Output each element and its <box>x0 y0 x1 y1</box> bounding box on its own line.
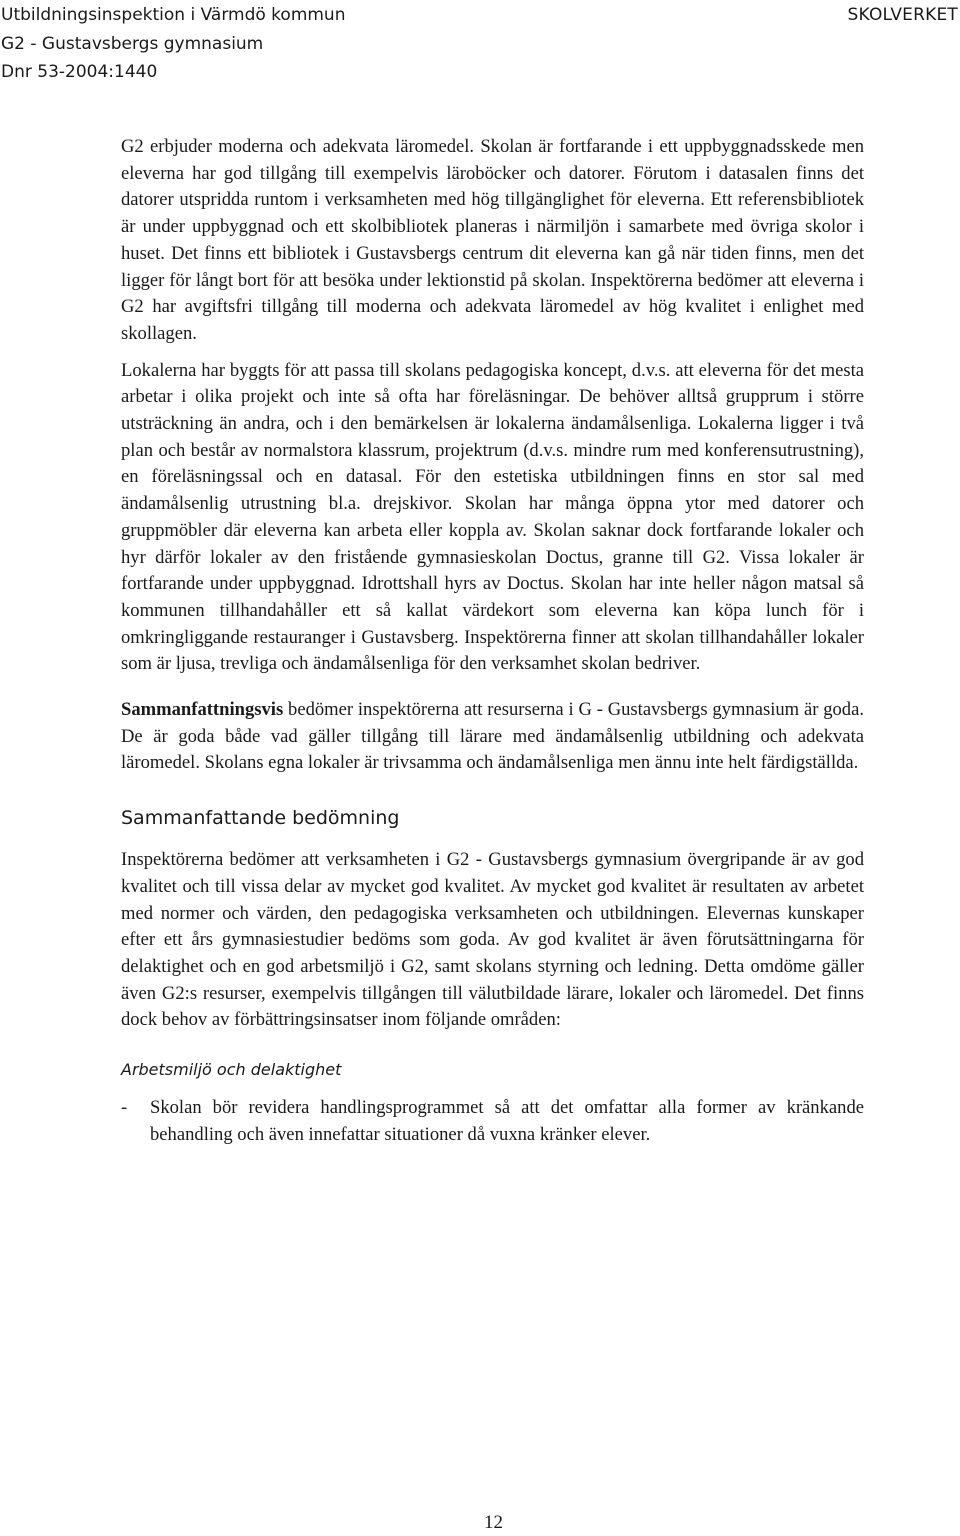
summary-lead-word: Sammanfattningsvis <box>121 699 284 721</box>
list-dash: - <box>121 1097 128 1119</box>
subsection-heading: Arbetsmiljö och delaktighet <box>121 1060 342 1080</box>
paragraph-premises: Lokalerna har byggts för att passa till skolans pedagogiska koncept, d.v.s. att eleverna för det mesta arbetar i olika projekt och inte så ofta har föreläsningar. De behöver alltså grupprum i större utsträckning än andra, och i den bemärkelsen är lokalerna ändamålsenliga. Lokalerna ligger i två plan och består av normalstora klassrum, projektrum (d.v.s. mindre rum med konferensutrustning), en föreläsningssal och en datasal. För den estetiska utbildningen finns en stor sal med ändamålsenlig utrustning bl.a. drejskivor. Skolan har många öppna ytor med datorer och gruppmöbler där eleverna kan arbeta eller koppla av. Skolan saknar dock fortfarande lokaler och hyr därför lokaler av den fristående gymnasieskolan Doctus, granne till G2. Vissa lokaler är fortfarande under uppbyggnad. Idrottshall hyrs av Doctus. Skolan har inte heller någon matsal så kommunen tillhandahåller ett så kallat värdekort som eleverna kan köpa lunch för i omkringliggande restauranger i Gustavsberg. Inspektörerna finner att skolan tillhandahåller lokaler som är ljusa, trevliga och ändamålsenliga för den verksamhet skolan bedriver. <box>121 359 864 675</box>
header-inspection-title: Utbildningsinspektion i Värmdö kommun <box>1 5 346 25</box>
improvement-list <box>121 1095 864 1148</box>
page-header <box>0 0 960 90</box>
header-reference-number: Dnr 53-2004:1440 <box>1 62 158 82</box>
header-brand: SKOLVERKET <box>847 5 958 25</box>
list-item-text: Skolan bör revidera handlingsprogrammet så att det omfattar alla former av kränkande behandling och även innefattar situationer då vuxna kränker elever. <box>150 1097 864 1145</box>
list-item <box>121 1095 864 1148</box>
header-info <box>1 1 345 87</box>
document-body <box>121 134 864 1149</box>
header-school-name: G2 - Gustavsbergs gymnasium <box>1 33 264 54</box>
page-number: 12 <box>484 1512 503 1533</box>
paragraph-learning-materials: G2 erbjuder moderna och adekvata läromedel. Skolan är fortfarande i ett uppbyggnadsskede men eleverna har god tillgång till exempelvis läroböcker och datorer. Förutom i datasalen finns det datorer utspridda runtom i verksamheten med hög tillgänglighet för eleverna. Ett referensbibliotek är under uppbyggnad och ett skolbibliotek planeras i närmiljön i samarbete med övriga skolor i huset. Det finns ett bibliotek i Gustavsbergs centrum dit eleverna kan gå när tiden finns, men det ligger för långt bort för att besöka under lektionstid på skolan. Inspektörerna bedömer att eleverna i G2 har avgiftsfri tillgång till moderna och adekvata läromedel av hög kvalitet i enlighet med skollagen. <box>121 136 864 344</box>
section-heading: Sammanfattande bedömning <box>121 807 400 830</box>
paragraph-summary <box>121 697 864 777</box>
paragraph-assessment: Inspektörerna bedömer att verksamheten i G2 - Gustavsbergs gymnasium övergripande är av god kvalitet och till vissa delar av mycket god kvalitet. Av mycket god kvalitet är resultaten av arbetet med normer och värden, den pedagogiska verksamheten och utbildningen. Elevernas kunskaper efter ett års gymnasiestudier bedöms som goda. Av god kvalitet är även förutsättningarna för delaktighet och en god arbetsmiljö i G2, samt skolans styrning och ledning. Detta omdöme gäller även G2:s resurser, exempelvis tillgången till välutbildade lärare, lokaler och läromedel. Det finns dock behov av förbättringsinsatser inom följande områden: <box>121 849 864 1031</box>
summary-text: bedömer inspektörerna att resurserna i G - Gustavsbergs gymnasium är goda. De är goda både vad gäller tillgång till lärare med ändamålsenlig utbildning och adekvata läromedel. Skolans egna lokaler är trivsamma och ändamålsenliga men ännu inte helt färdigställda. <box>121 699 864 774</box>
